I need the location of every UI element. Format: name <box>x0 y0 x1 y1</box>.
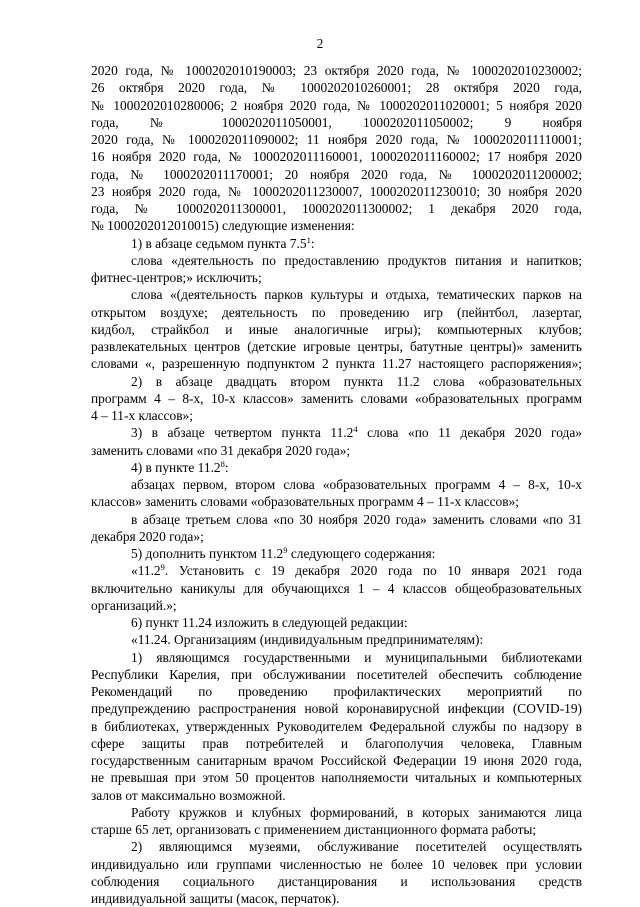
text-line: предупреждению распространения новой коронавирусной инфекции (COVID-19) <box>91 701 582 717</box>
text-line: организаций.»; <box>91 597 177 613</box>
text-line: 4 – 11-х классов»; <box>91 408 193 423</box>
text-line: 5) дополнить пунктом 11.2$^9$ следующего содержания: <box>131 545 436 561</box>
text-line: включительно каникулы для обучающихся 1 – 4 классов общеобразовательных <box>91 580 582 596</box>
text-line: 4) в пункте 11.2$^8$: <box>131 458 229 475</box>
text-line: слова «деятельность по предоставлению продуктов питания и напитков; <box>131 252 582 268</box>
text-line: декабря 2020 года»; <box>91 528 204 544</box>
text-line: Рекомендаций по проведению профилактических мероприятий по <box>91 684 582 699</box>
superscript: 4 <box>353 424 358 435</box>
text-line: 26 октября 2020 года, № 1000202010260001; 28 октября 2020 года, <box>91 80 582 96</box>
superscript: 9 <box>283 545 288 555</box>
text-line: открытом воздухе; деятельность по проведению игр (пейнтбол, лазертаг, <box>91 304 582 320</box>
text-line: программ 4 – 8-х, 10-х классов» заменить словами «образовательных программ <box>91 390 582 406</box>
text-line: классов» заменить словами «образовательных программ 4 – 11-х классов»; <box>91 494 519 510</box>
document-body <box>91 62 582 907</box>
text-line: года, № 1000202011300001, 1000202011300002; 1 декабря 2020 года, <box>91 201 582 216</box>
text-line: № 1000202012010015) следующие изменения: <box>91 218 355 234</box>
text-line: 2020 года, № 1000202011090002; 11 ноября 2020 года, № 1000202011110001; <box>91 132 582 147</box>
text-line: не превышая при этом 50 процентов наполняемости читальных и компьютерных <box>91 770 582 786</box>
text-line: заменить словами «по 31 декабря 2020 года»; <box>91 442 351 458</box>
text-line: 2020 года, № 1000202010190003; 23 октября 2020 года, № 1000202010230002; <box>91 63 582 78</box>
text-line: развлекательных центров (детские игровые центры, батутные центры)» заменить <box>91 339 582 354</box>
text-line: залов от максимально возможной. <box>91 787 286 803</box>
text-line: 2) являющимся музеями, обслуживание посетителей осуществлять <box>131 839 582 855</box>
text-line: словами «, разрешенную подпунктом 2 пункта 11.27 настоящего распоряжения»; <box>91 356 582 372</box>
text-line: в абзаце третьем слова «по 30 ноября 2020 года» заменить словами «по 31 <box>131 511 582 527</box>
text-line: индивидуально или группами численностью не более 10 человек при условии <box>91 856 582 872</box>
text-line: «11.24. Организациям (индивидуальным предпринимателям): <box>131 632 484 648</box>
text-line: Республики Карелия, при обслуживании посетителей обеспечить соблюдение <box>91 666 582 682</box>
text-line: года, № 1000202011050001, 1000202011050002; 9 ноября <box>91 114 582 130</box>
page-number: 2 <box>316 36 324 51</box>
text-line: старше 65 лет, организовать с применением дистанционного формата работы; <box>91 822 537 837</box>
text-line: 6) пункт 11.24 изложить в следующей редакции: <box>131 615 408 630</box>
text-line: 1) в абзаце седьмом пункта $7.5^1$: <box>131 234 315 251</box>
superscript: 1 <box>306 234 311 245</box>
text-line: индивидуальной защиты (масок, перчаток). <box>91 891 340 906</box>
text-line: 23 ноября 2020 года, № 1000202011230007, 1000202011230010; 30 ноября 2020 <box>91 183 582 199</box>
text-line: «11.2$^9$. Установить с 19 декабря 2020 года по 10 января 2021 года <box>131 562 582 579</box>
text-line: соблюдения социального дистанцирования и использования средств <box>91 873 582 889</box>
superscript: 8 <box>220 458 225 469</box>
text-line: 1) являющимся государственными и муниципальными библиотеками <box>131 649 582 665</box>
text-line: в библиотеках, утвержденных Руководителем Федеральной службы по надзору в <box>91 718 582 734</box>
text-line: 16 ноября 2020 года, № 1000202011160001, 1000202011160002; 17 ноября 2020 <box>91 149 582 165</box>
text-line: абзацах первом, втором слова «образовательных программ 4 – 8-х, 10-х <box>131 477 582 492</box>
text-line: слова «(деятельность парков культуры и отдыха, тематических парков на <box>131 287 582 303</box>
text-line: Работу кружков и клубных формирований, в которых занимаются лица <box>131 804 582 820</box>
text-line: 2) в абзаце двадцать втором пункта 11.2 слова «образовательных <box>131 373 582 389</box>
text-line: сфере защиты прав потребителей и благополучия человека, Главным <box>91 735 582 751</box>
text-line: фитнес-центров;» исключить; <box>91 270 262 285</box>
text-line: № 1000202010280006; 2 ноября 2020 года, № 1000202011020001; 5 ноября 2020 <box>91 97 582 113</box>
text-line: 3) в абзаце четвертом пункта 11.2$^4$ слова «по 11 декабря 2020 года» <box>131 424 582 441</box>
text-line: государственным санитарным врачом Российской Федерации 19 июня 2020 года, <box>91 753 582 768</box>
superscript: 9 <box>160 562 165 573</box>
text-line: кидбол, страйкбол и иные аналогичные игры); компьютерных клубов; <box>91 321 582 337</box>
text-line: года, № 1000202011170001; 20 ноября 2020 года, № 1000202011200002; <box>91 166 582 182</box>
